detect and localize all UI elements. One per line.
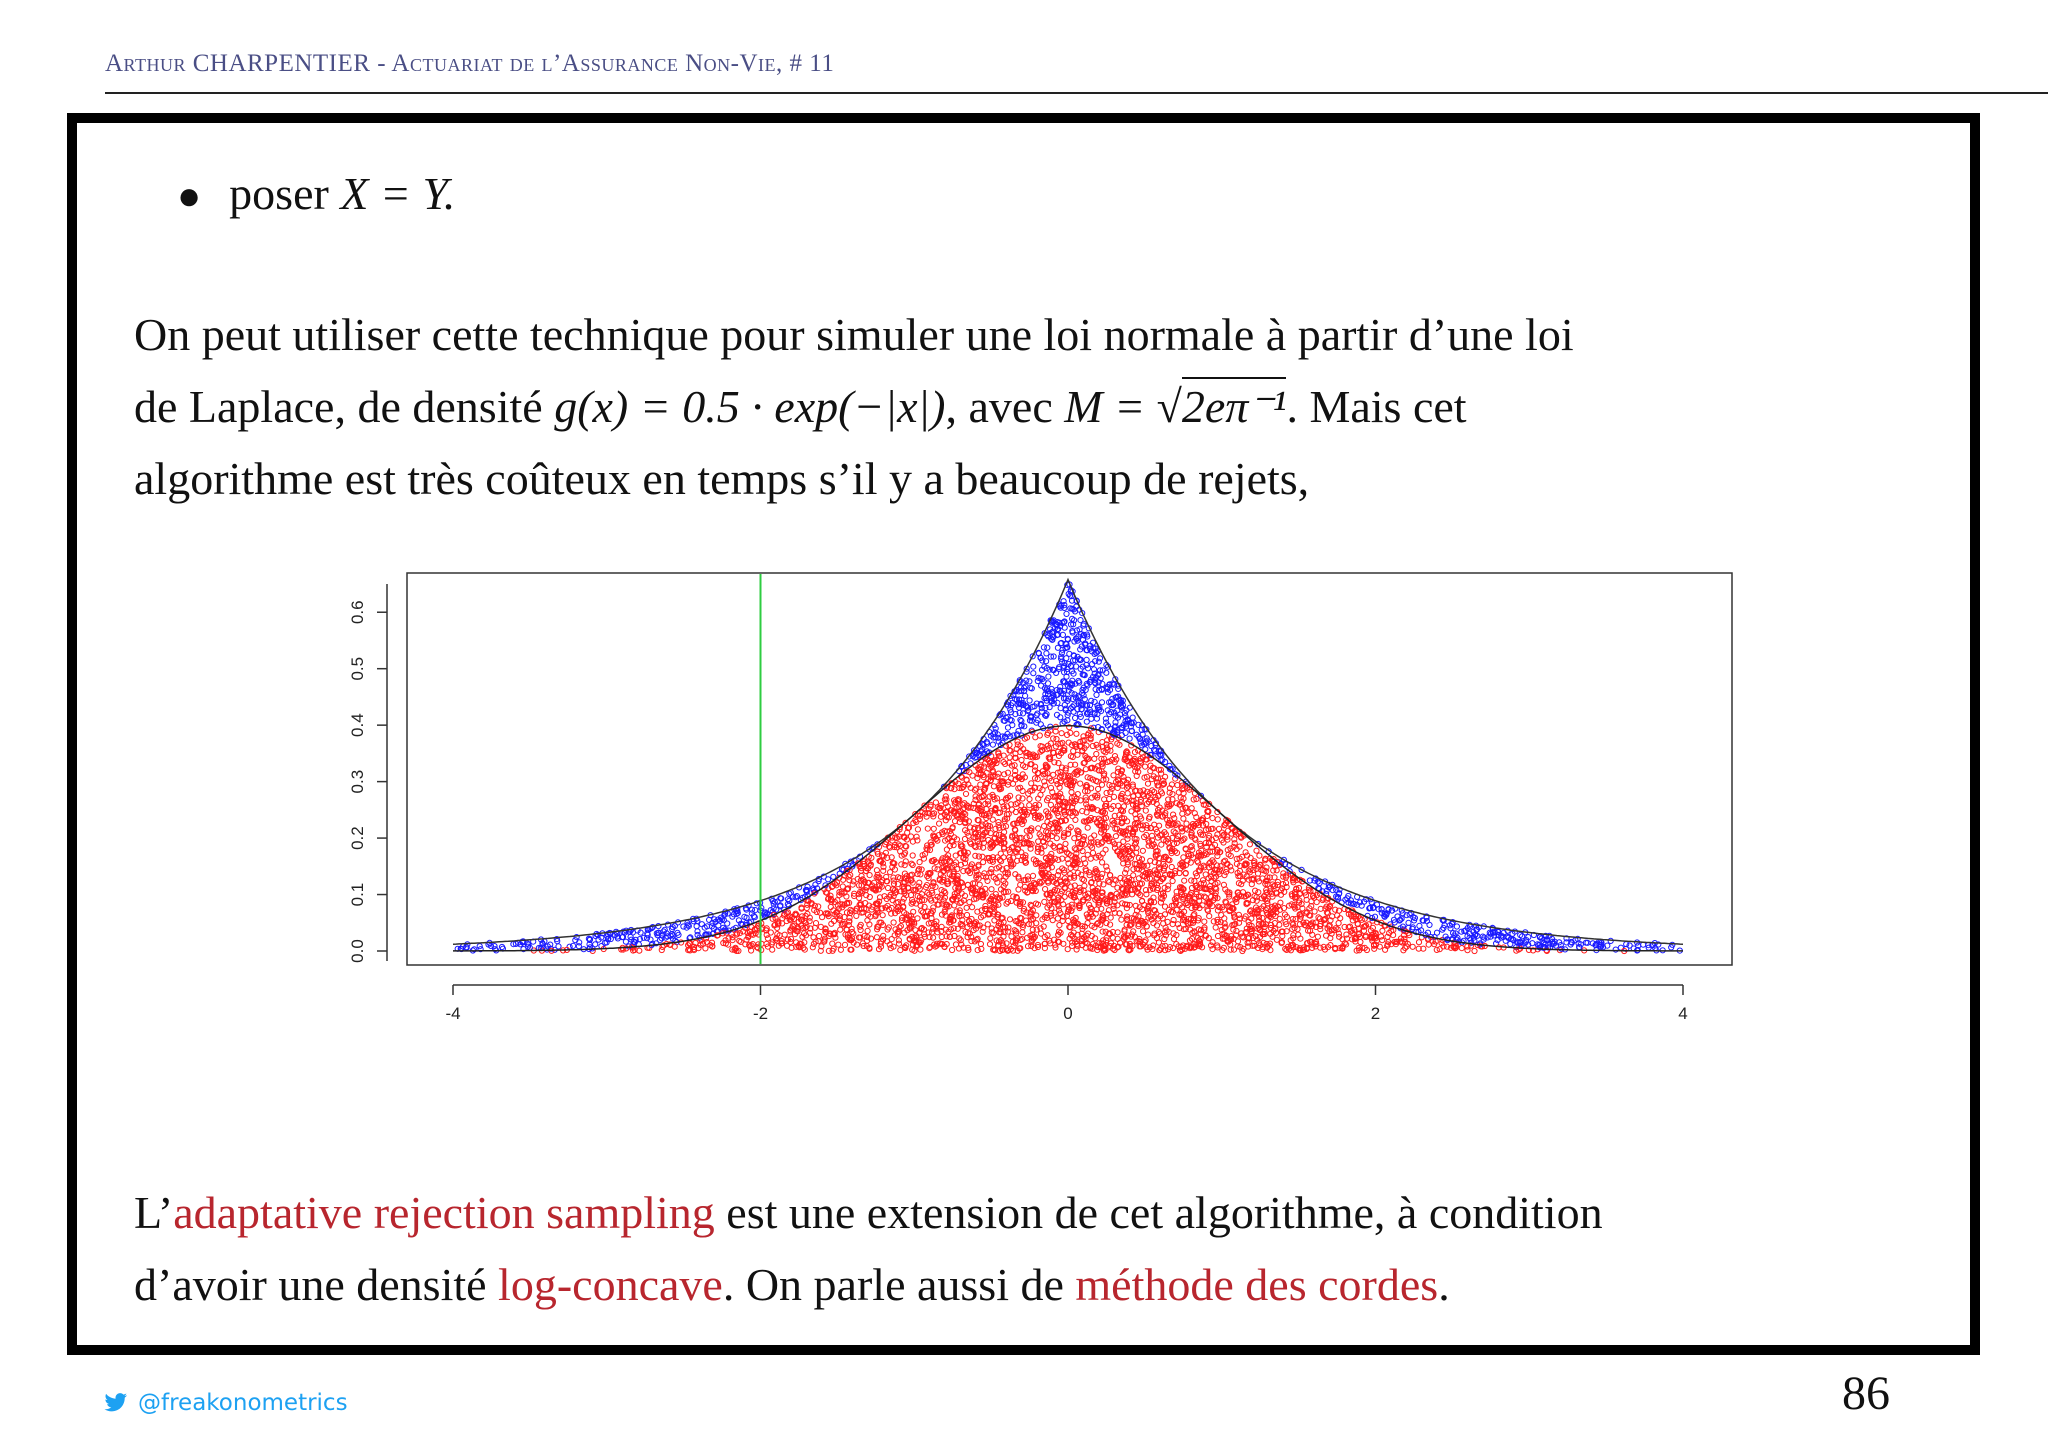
rejected-point [1064,656,1069,661]
accepted-point [1181,816,1186,821]
accepted-point [964,912,969,917]
accepted-point [1181,837,1186,842]
accepted-point [782,932,787,937]
paragraph-laplace [134,299,1934,515]
accepted-point [811,935,816,940]
para1-line3: algorithme est très coûteux en temps s’il y a beaucoup de rejets, [134,453,1310,504]
accepted-point [1143,764,1148,769]
accepted-point [850,882,855,887]
rejected-point [556,944,561,949]
rejected-point [1406,920,1411,925]
accepted-point [987,942,992,947]
accepted-point [1065,947,1070,952]
accepted-point [1203,872,1208,877]
accepted-point [1069,790,1074,795]
accepted-point [768,930,773,935]
accepted-point [1029,781,1034,786]
accepted-point [889,937,894,942]
accepted-point [1062,894,1067,899]
accepted-point [1315,934,1320,939]
rejected-point [1613,947,1618,952]
accepted-point [1254,898,1259,903]
accepted-point [1099,782,1104,787]
rejected-point [1508,941,1513,946]
accepted-point [1056,929,1061,934]
accepted-point [1143,808,1148,813]
accepted-point [838,927,843,932]
accepted-point [1182,878,1187,883]
density-formula: g(x) = 0.5 · exp(−|x|) [554,381,946,432]
rejected-point [826,877,831,882]
accepted-point [1092,756,1097,761]
rejected-point [725,921,730,926]
rejected-point [1045,645,1050,650]
accepted-point [1171,945,1176,950]
accepted-point [810,945,815,950]
accepted-point [1358,939,1363,944]
accepted-point [1219,913,1224,918]
y-tick-label: 0.0 [348,939,367,963]
accepted-point [1045,747,1050,752]
accepted-point [1020,930,1025,935]
accepted-point [989,887,994,892]
accepted-point [925,826,930,831]
accepted-point [891,920,896,925]
accepted-point [951,843,956,848]
accepted-point [1085,852,1090,857]
rejected-point [1093,687,1098,692]
accepted-point [1189,806,1194,811]
accepted-point [1170,878,1175,883]
accepted-point [830,941,835,946]
accepted-point [1007,917,1012,922]
accepted-point [1210,816,1215,821]
m-formula: M = √ [1064,381,1182,432]
accepted-point [970,773,975,778]
accepted-point [1059,731,1064,736]
accepted-point [854,913,859,918]
accepted-point [1136,876,1141,881]
accepted-point [842,942,847,947]
accepted-point [950,947,955,952]
y-tick-label: 0.4 [348,713,367,737]
rejected-point [1093,659,1098,664]
accepted-point [910,853,915,858]
rejected-point [1136,722,1141,727]
accepted-point [1254,848,1259,853]
x-tick-label: 0 [1063,1004,1073,1023]
para1-line2-end: . Mais cet [1286,381,1467,432]
accepted-point [1203,895,1208,900]
accepted-point [1185,810,1190,815]
accepted-point [1043,887,1048,892]
accepted-point [1030,873,1035,878]
accepted-point [967,900,972,905]
accepted-point [1157,823,1162,828]
accepted-point [1074,731,1079,736]
accepted-point [981,860,986,865]
rejected-point [707,917,712,922]
accepted-point [1104,790,1109,795]
accepted-point [1140,929,1145,934]
accepted-point [991,784,996,789]
accepted-point [1010,781,1015,786]
accepted-point [1034,913,1039,918]
x-tick-label: 2 [1370,1004,1381,1023]
accepted-point [1215,817,1220,822]
accepted-point [913,928,918,933]
accepted-point [1107,873,1112,878]
accepted-point [1256,890,1261,895]
accepted-point [963,791,968,796]
rejected-point [753,908,758,913]
accepted-point [1027,803,1032,808]
para1-line2 [134,371,1934,443]
accepted-point [983,761,988,766]
accepted-point [1071,749,1076,754]
y-tick-label: 0.6 [348,600,367,625]
rejected-point [571,943,576,948]
accepted-point [937,821,942,826]
accepted-point [988,936,993,941]
rejected-point [1090,662,1095,667]
accepted-point [985,922,990,927]
rejected-point [1089,716,1094,721]
accepted-point [931,826,936,831]
accepted-point [1202,919,1207,924]
x-tick-label: -4 [445,1004,461,1023]
accepted-point [1107,880,1112,885]
accepted-point [1085,825,1090,830]
accepted-point [1235,939,1240,944]
accepted-point [918,947,923,952]
para1-line2-text: de Laplace, de densité [134,381,555,432]
accepted-point [1278,900,1283,905]
accepted-point [933,800,938,805]
rejected-point [1005,725,1010,730]
accepted-point [1291,933,1296,938]
rejected-point [1434,930,1439,935]
accepted-point [944,847,949,852]
rejected-point [1027,679,1032,684]
accepted-point [1119,917,1124,922]
accepted-point [1145,781,1150,786]
accepted-point [1131,873,1136,878]
bullet-dot: ● [177,173,202,218]
rejected-point [1618,945,1623,950]
para1-line2-avec: , avec [945,381,1065,432]
accepted-point [1146,932,1151,937]
rejected-point [1090,640,1095,645]
x-tick-label: 4 [1678,1004,1688,1023]
rejected-point [1454,924,1459,929]
accepted-point [1092,833,1097,838]
accepted-point [1066,918,1071,923]
accepted-point [1131,929,1136,934]
accepted-point [1112,754,1117,759]
accepted-point [898,924,903,929]
accepted-point [1247,842,1252,847]
accepted-point [896,941,901,946]
rejection-sampling-chart [277,533,1837,1023]
accepted-point [874,935,879,940]
accepted-point [952,787,957,792]
accepted-point [1204,821,1209,826]
accepted-point [1121,804,1126,809]
accepted-point [1253,888,1258,893]
accepted-point [1007,755,1012,760]
accepted-point [978,941,983,946]
running-header: Arthur CHARPENTIER - Actuariat de l’Assurance Non-Vie, # 11 [105,50,835,77]
rejected-point [1094,692,1099,697]
y-tick-label: 0.3 [348,769,367,794]
accepted-point [817,933,822,938]
accepted-point [1111,773,1116,778]
x-tick-label: -2 [752,1004,769,1023]
accepted-point [964,905,969,910]
rejected-point [1092,699,1097,704]
accepted-point [858,927,863,932]
rejected-point [1046,674,1051,679]
rejected-point [695,929,700,934]
rejected-point [1044,651,1049,656]
accepted-point [818,910,823,915]
accepted-point [1063,841,1068,846]
accepted-point [1009,934,1014,939]
accepted-point [1110,935,1115,940]
y-tick-label: 0.1 [348,882,367,907]
accepted-point [1162,904,1167,909]
para1-line1: On peut utiliser cette technique pour simuler une loi normale à partir d’une loi [134,309,1574,360]
bullet-item [177,167,455,220]
rejected-point [1027,698,1032,703]
accepted-point [1472,948,1477,953]
rejected-point [694,924,699,929]
accepted-point [1459,946,1464,951]
accepted-point [1180,811,1185,816]
accepted-point [1100,860,1105,865]
accepted-point [915,827,920,832]
accepted-point [1207,914,1212,919]
accepted-point [865,928,870,933]
accepted-point [1042,824,1047,829]
accepted-point [816,904,821,909]
accepted-point [881,933,886,938]
accepted-point [899,862,904,867]
accepted-point [765,936,770,941]
rejected-point [990,742,995,747]
accepted-point [1074,947,1079,952]
rejected-point [576,944,581,949]
rejected-point [1103,716,1108,721]
accepted-point [1042,899,1047,904]
rejected-point [1020,711,1025,716]
accepted-point [1132,750,1137,755]
accepted-point [952,903,957,908]
accepted-point [921,856,926,861]
accepted-point [1314,900,1319,905]
accepted-point [836,942,841,947]
rejected-point [1031,664,1036,669]
accepted-point [978,782,983,787]
rejected-point [1064,611,1069,616]
accepted-point [1125,791,1130,796]
accepted-point [1108,915,1113,920]
accepted-point [1027,834,1032,839]
accepted-point [992,918,997,923]
accepted-point [880,913,885,918]
accepted-point [1019,757,1024,762]
rejected-point [1127,736,1132,741]
accepted-point [1213,925,1218,930]
bullet-math: X = Y. [340,168,456,219]
accepted-point [1054,736,1059,741]
accepted-point [1024,835,1029,840]
accepted-point [910,862,915,867]
accepted-point [1215,933,1220,938]
accepted-point [1410,944,1415,949]
rejected-point [1034,713,1039,718]
accepted-point [1226,828,1231,833]
accepted-point [729,931,734,936]
rejected-point [1084,657,1089,662]
accepted-point [1100,929,1105,934]
m-sqrt-arg: 2eπ⁻¹ [1182,377,1287,432]
accepted-point [1184,821,1189,826]
rejected-point [1097,656,1102,661]
accepted-point [1027,797,1032,802]
rejected-point [1099,700,1104,705]
accepted-point [838,947,843,952]
accepted-point [980,854,985,859]
accepted-point [1090,850,1095,855]
accepted-point [943,818,948,823]
accepted-point [1140,848,1145,853]
y-tick-label: 0.2 [348,826,367,850]
accepted-point [1257,853,1262,858]
accepted-point [1416,940,1421,945]
accepted-point [1013,809,1018,814]
header-rule [105,92,2048,94]
accepted-point [1380,928,1385,933]
y-tick-label: 0.5 [348,656,367,681]
accepted-point [1277,916,1282,921]
accepted-point [659,947,664,952]
rejected-point [1559,946,1564,951]
accepted-point [1143,938,1148,943]
bullet-text: poser [229,168,329,219]
rejected-point [1055,700,1060,705]
accepted-point [1036,826,1041,831]
rejected-point [623,939,628,944]
accepted-point [1165,887,1170,892]
accepted-point [857,895,862,900]
accepted-point [970,905,975,910]
rejected-point [1031,671,1036,676]
accepted-point [1096,786,1101,791]
accepted-point [1312,909,1317,914]
rejected-point [699,922,704,927]
accepted-point [891,881,896,886]
accepted-point [1100,871,1105,876]
slide-frame [67,113,1980,1355]
